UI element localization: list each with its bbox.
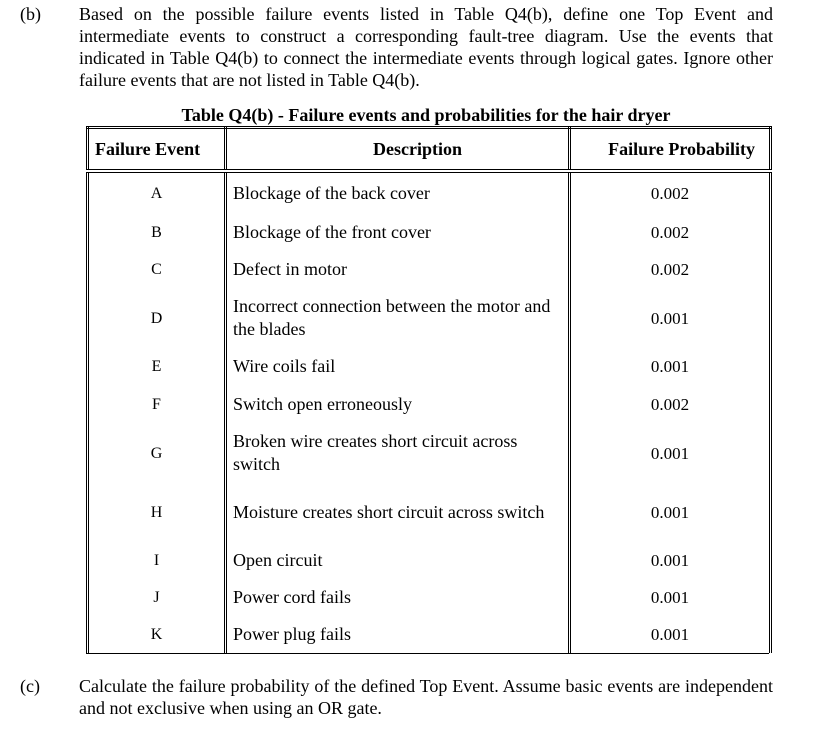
description-cell: Switch open erroneously (226, 385, 570, 423)
description-cell: Incorrect connection between the motor and the blades (226, 288, 570, 348)
event-cell: A (88, 171, 226, 213)
description-cell: Broken wire creates short circuit across switch (226, 423, 570, 483)
table-row (88, 348, 771, 385)
description-cell: Wire coils fail (226, 348, 570, 385)
header-description: Description (226, 128, 570, 172)
description-cell: Defect in motor (226, 251, 570, 288)
part-c-label: (c) (20, 676, 40, 696)
description-cell: Blockage of the back cover (226, 171, 570, 213)
table-row (88, 616, 771, 653)
description-cell: Open circuit (226, 542, 570, 579)
probability-cell: 0.002 (570, 251, 771, 288)
probability-cell: 0.001 (570, 579, 771, 616)
failure-events-table-container (86, 126, 769, 654)
event-cell: B (88, 213, 226, 251)
probability-cell: 0.002 (570, 385, 771, 423)
description-cell: Power cord fails (226, 579, 570, 616)
event-cell: H (88, 483, 226, 542)
probability-cell: 0.001 (570, 288, 771, 348)
table-row (88, 483, 771, 542)
probability-cell: 0.001 (570, 423, 771, 483)
failure-events-table (86, 126, 772, 653)
table-row (88, 423, 771, 483)
table-caption: Table Q4(b) - Failure events and probabilities for the hair dryer (181, 105, 671, 125)
probability-cell: 0.001 (570, 483, 771, 542)
table-row (88, 385, 771, 423)
probability-cell: 0.001 (570, 616, 771, 653)
probability-cell: 0.001 (570, 348, 771, 385)
header-failure-event: Failure Event (88, 128, 226, 172)
part-b-label: (b) (20, 4, 41, 24)
table-row (88, 542, 771, 579)
event-cell: G (88, 423, 226, 483)
part-b-question: Based on the possible failure events listed in Table Q4(b), define one Top Event and intermediate events to construct a corresponding fault-tree diagram. Use the events that indicated in Table Q4(b) to connect the intermediate events through logical gates. Ignore other failure events that are not listed in Table Q4(b). (79, 4, 773, 90)
probability-cell: 0.002 (570, 171, 771, 213)
table-row (88, 171, 771, 213)
event-cell: C (88, 251, 226, 288)
table-row (88, 288, 771, 348)
table-row (88, 579, 771, 616)
probability-cell: 0.002 (570, 213, 771, 251)
table-header-row (88, 128, 771, 172)
table-row (88, 213, 771, 251)
header-failure-probability: Failure Probability (570, 128, 771, 172)
event-cell: E (88, 348, 226, 385)
event-cell: I (88, 542, 226, 579)
event-cell: D (88, 288, 226, 348)
event-cell: K (88, 616, 226, 653)
description-cell: Power plug fails (226, 616, 570, 653)
description-cell: Moisture creates short circuit across switch (226, 483, 570, 542)
event-cell: J (88, 579, 226, 616)
description-cell: Blockage of the front cover (226, 213, 570, 251)
part-c-question: Calculate the failure probability of the defined Top Event. Assume basic events are independent and not exclusive when using an OR gate. (79, 676, 773, 718)
probability-cell: 0.001 (570, 542, 771, 579)
event-cell: F (88, 385, 226, 423)
table-row (88, 251, 771, 288)
